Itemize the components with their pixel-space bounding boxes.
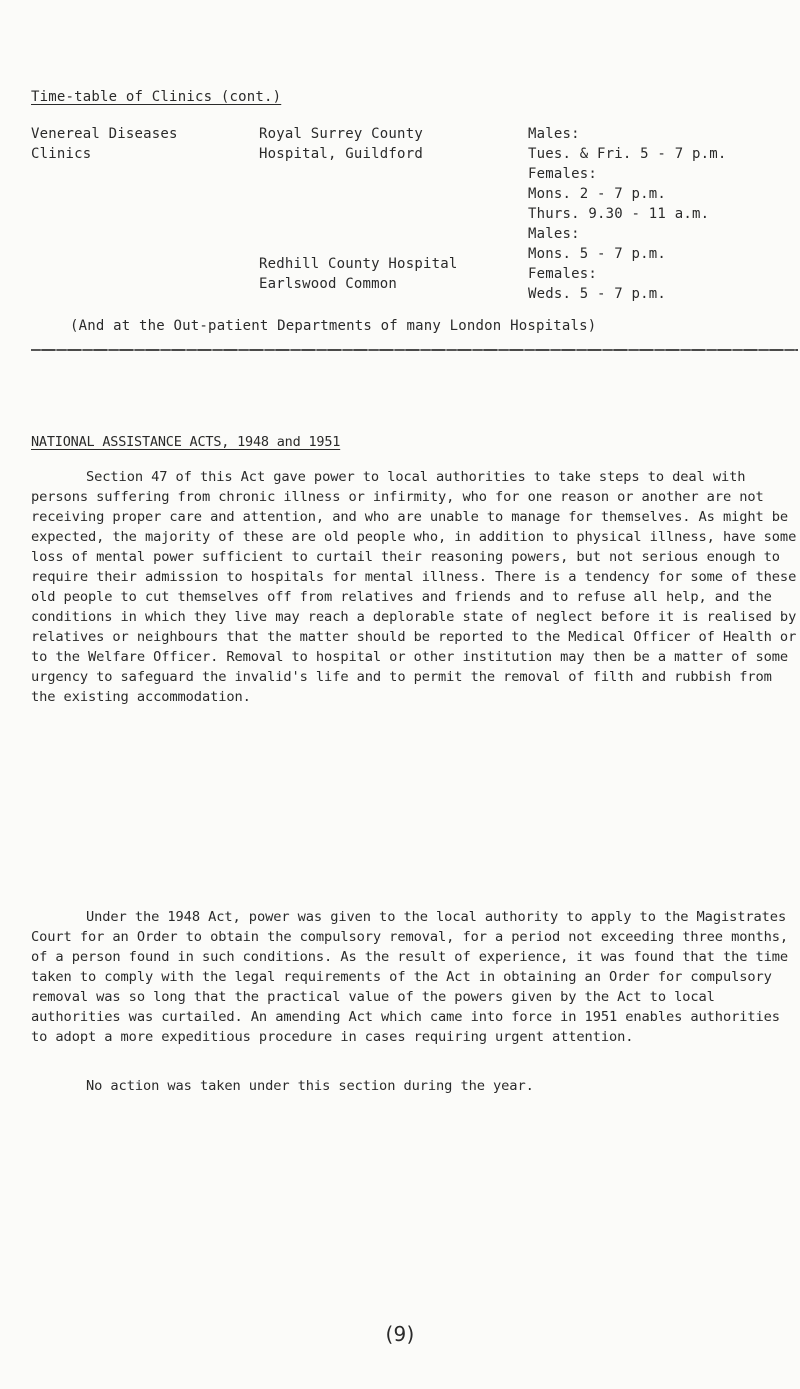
hospital-line: Hospital, Guildford [259, 146, 423, 162]
time-line: Females: [528, 166, 598, 182]
section-divider [31, 349, 798, 351]
clinic-type-line: Clinics [31, 146, 92, 162]
page-number: (9) [385, 1322, 415, 1346]
time-line: Thurs. 9.30 - 11 a.m. [528, 206, 710, 222]
section-heading: NATIONAL ASSISTANCE ACTS, 1948 and 1951 [31, 434, 341, 450]
time-line: Females: [528, 266, 598, 282]
page-title: Time-table of Clinics (cont.) [31, 89, 282, 105]
paragraph-1948-act: Under the 1948 Act, power was given to the local authority to apply to the Magistrates Court for an Order to obtain the compulsory removal, for a period not exceeding three months, of a person found in such conditions. As the result of experience, it was found that the time taken to comply with the legal requirements of the Act in obtaining an Order for compulsory removal was so long that the practical value of the powers given by the Act to local authorities was curtailed. An amending Act which came into force in 1951 enables authorities to adopt a more expeditious procedure in cases requiring urgent attention. [31, 909, 789, 1045]
hospital-line: Earlswood Common [259, 276, 398, 292]
time-line: Males: [528, 226, 580, 242]
hospital-line: Royal Surrey County [259, 126, 423, 142]
hospital-guildford [259, 124, 423, 164]
clinic-type [31, 124, 178, 164]
time-line: Mons. 2 - 7 p.m. [528, 186, 667, 202]
time-line: Weds. 5 - 7 p.m. [528, 286, 667, 302]
time-line: Males: [528, 126, 580, 142]
time-line: Mons. 5 - 7 p.m. [528, 246, 667, 262]
paragraph-section-47: Section 47 of this Act gave power to local authorities to take steps to deal with persons suffering from chronic illness or infirmity, who for one reason or another are not receiving proper care and attention, and who are unable to manage for themselves. As might be expected, the majority of these are old people who, in addition to physical illness, have some loss of mental power sufficient to curtail their reasoning powers, but not serious enough to require their admission to hospitals for mental illness. There is a tendency for some of these old people to cut themselves off from relatives and friends and to refuse all help, and the conditions in which they live may reach a deplorable state of neglect before it is realised by relatives or neighbours that the matter should be reported to the Medical Officer of Health or to the Welfare Officer. Removal to hospital or other institution may then be a matter of some urgency to safeguard the invalid's life and to permit the removal of filth and rubbish from the existing accommodation. [31, 469, 797, 705]
hospital-redhill [259, 254, 457, 294]
clinic-type-line: Venereal Diseases [31, 126, 178, 142]
london-hospitals-note: (And at the Out-patient Departments of many London Hospitals) [70, 318, 597, 334]
paragraph-no-action: No action was taken under this section during the year. [86, 1078, 534, 1094]
time-line: Tues. & Fri. 5 - 7 p.m. [528, 146, 727, 162]
hospital-line: Redhill County Hospital [259, 256, 458, 272]
clinic-times [528, 124, 726, 304]
